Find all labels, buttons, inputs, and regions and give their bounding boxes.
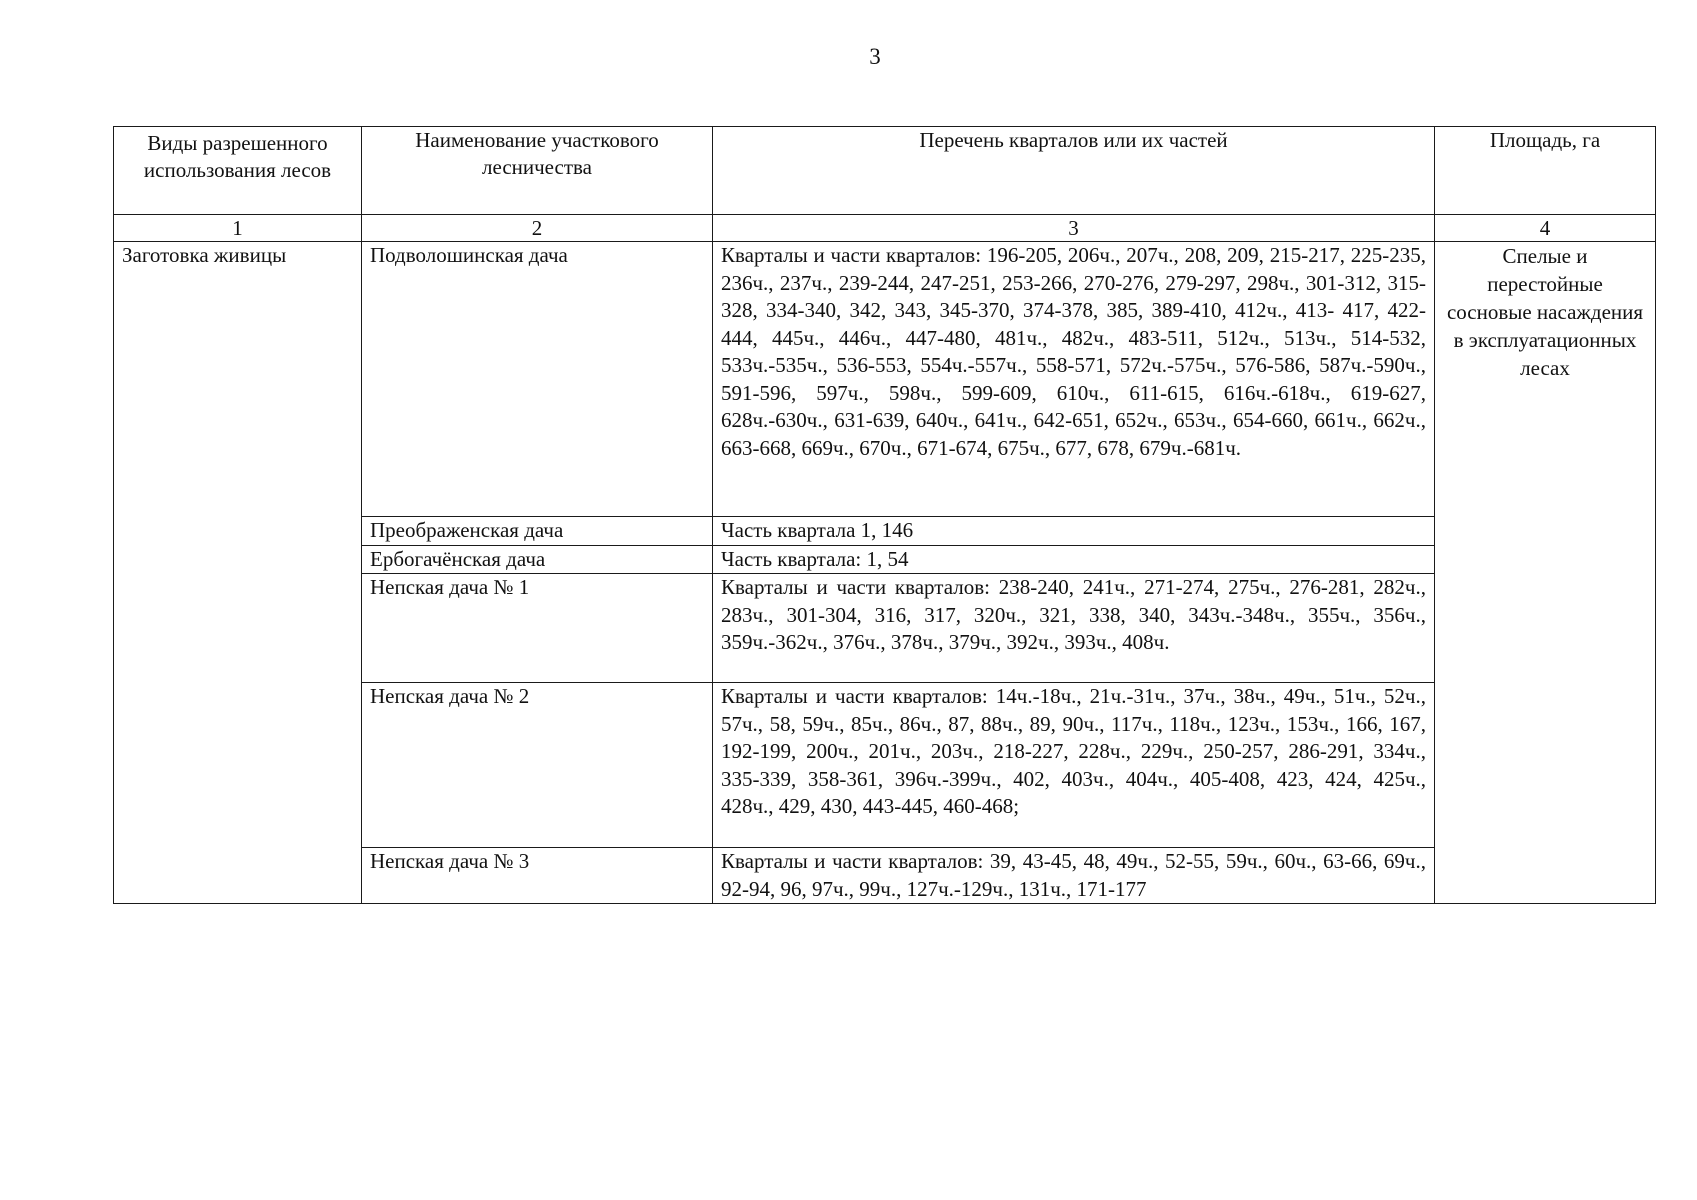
table-row: [114, 242, 1656, 517]
forest-use-table: [113, 126, 1656, 904]
header-quarters: Перечень кварталов или их частей: [713, 127, 1435, 215]
district-cell: Непская дача № 3: [362, 848, 713, 904]
column-number: 4: [1435, 215, 1656, 242]
column-number: 2: [362, 215, 713, 242]
quarters-cell: Кварталы и части кварталов: 238-240, 241ч., 271-274, 275ч., 276-281, 282ч., 283ч., 301-304, 316, 317, 320ч., 321, 338, 340, 343ч.-348ч., 355ч., 356ч., 359ч.-362ч., 376ч., 378ч., 379ч., 392ч., 393ч., 408ч.: [713, 574, 1435, 683]
column-number: 3: [713, 215, 1435, 242]
district-cell: Непская дача № 1: [362, 574, 713, 683]
use-type-cell: Заготовка живицы: [114, 242, 362, 904]
column-number-row: [114, 215, 1656, 242]
header-district: Наименование участкового лесничества: [362, 127, 713, 215]
area-cell: Спелые и перестойные сосновые насаждения в эксплуатационных лесах: [1435, 242, 1656, 904]
quarters-cell: Часть квартала 1, 146: [713, 517, 1435, 546]
district-cell: Непская дача № 2: [362, 683, 713, 848]
header-area: Площадь, га: [1435, 127, 1656, 215]
table-header-row: [114, 127, 1656, 215]
quarters-cell: Кварталы и части кварталов: 196-205, 206ч., 207ч., 208, 209, 215-217, 225-235, 236ч., 237ч., 239-244, 247-251, 253-266, 270-276, 279-297, 298ч., 301-312, 315-328, 334-340, 342, 343, 345-370, 374-378, 385, 389-410, 412ч., 413- 417, 422-444, 445ч., 446ч., 447-480, 481ч., 482ч., 483-511, 512ч., 513ч., 514-532, 533ч.-535ч., 536-553, 554ч.-557ч., 558-571, 572ч.-575ч., 576-586, 587ч.-590ч., 591-596, 597ч., 598ч., 599-609, 610ч., 611-615, 616ч.-618ч., 619-627, 628ч.-630ч., 631-639, 640ч., 641ч., 642-651, 652ч., 653ч., 654-660, 661ч., 662ч., 663-668, 669ч., 670ч., 671-674, 675ч., 677, 678, 679ч.-681ч.: [713, 242, 1435, 517]
district-cell: Преображенская дача: [362, 517, 713, 546]
quarters-cell: Часть квартала: 1, 54: [713, 545, 1435, 574]
district-cell: Подволошинская дача: [362, 242, 713, 517]
page-number: 3: [869, 44, 881, 69]
header-use-type: Виды разрешенного использования лесов: [114, 127, 362, 215]
quarters-cell: Кварталы и части кварталов: 14ч.-18ч., 21ч.-31ч., 37ч., 38ч., 49ч., 51ч., 52ч., 57ч., 58, 59ч., 85ч., 86ч., 87, 88ч., 89, 90ч., 117ч., 118ч., 123ч., 153ч., 166, 167, 192-199, 200ч., 201ч., 203ч., 218-227, 228ч., 229ч., 250-257, 286-291, 334ч., 335-339, 358-361, 396ч.-399ч., 402, 403ч., 404ч., 405-408, 423, 424, 425ч., 428ч., 429, 430, 443-445, 460-468;: [713, 683, 1435, 848]
quarters-cell: Кварталы и части кварталов: 39, 43-45, 48, 49ч., 52-55, 59ч., 60ч., 63-66, 69ч., 92-94, 96, 97ч., 99ч., 127ч.-129ч., 131ч., 171-177: [713, 848, 1435, 904]
district-cell: Ербогачёнская дача: [362, 545, 713, 574]
column-number: 1: [114, 215, 362, 242]
